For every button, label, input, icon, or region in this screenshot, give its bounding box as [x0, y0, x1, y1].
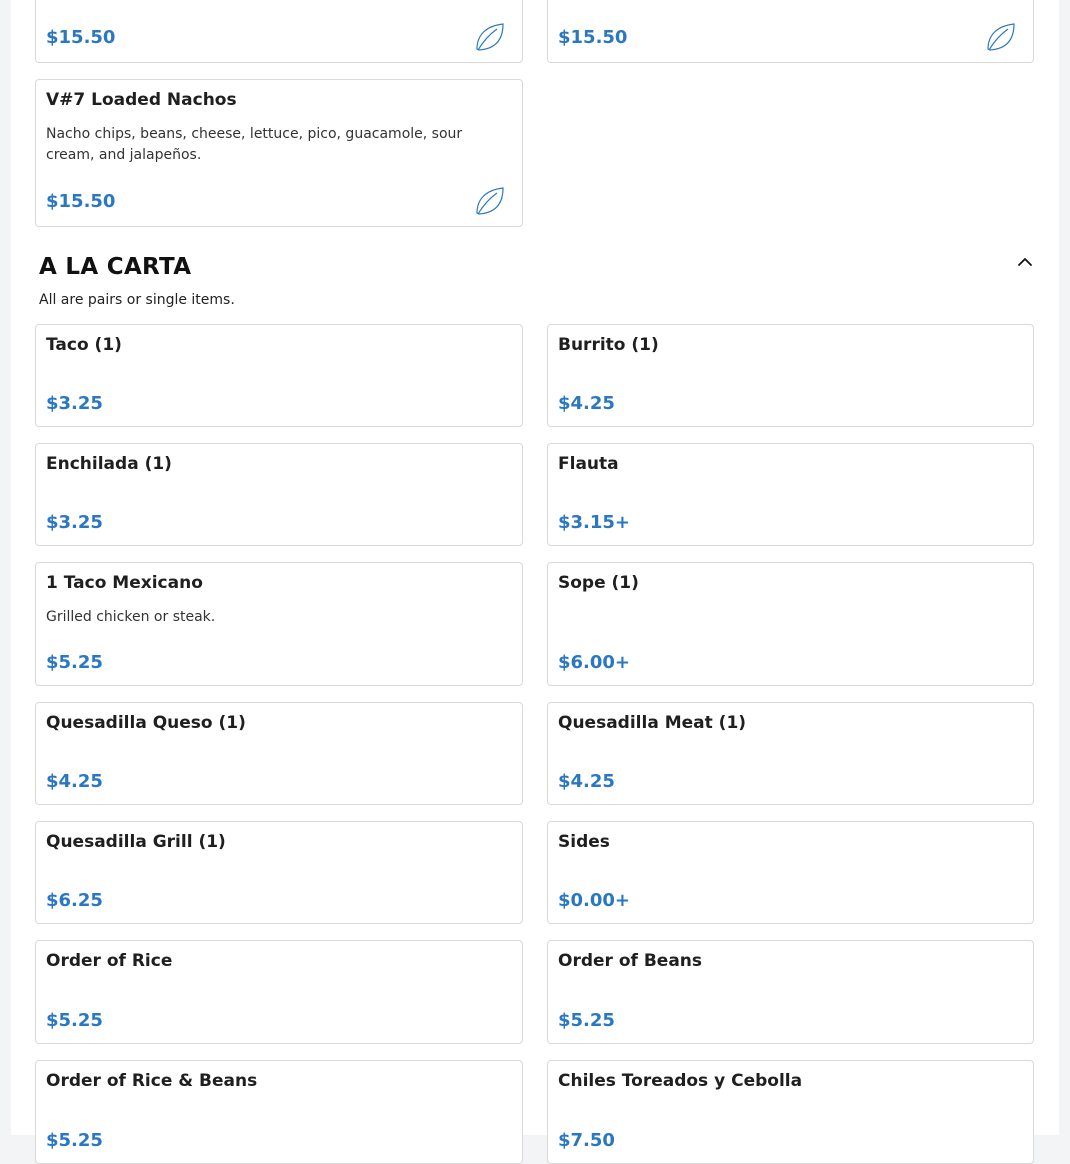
- item-price: $15.50: [46, 27, 116, 48]
- menu-item-card[interactable]: [547, 443, 1034, 546]
- menu-item-card[interactable]: [35, 1060, 523, 1164]
- leaf-icon: [474, 185, 506, 217]
- item-name: Order of Beans: [558, 951, 703, 971]
- menu-item-card[interactable]: [547, 940, 1034, 1044]
- item-price: $6.00+: [558, 652, 631, 673]
- menu-item-card[interactable]: [35, 443, 523, 546]
- menu-item-card[interactable]: [35, 940, 523, 1044]
- menu-item-card[interactable]: [35, 821, 523, 924]
- item-price: $4.25: [558, 393, 615, 414]
- item-price: $15.50: [46, 191, 116, 212]
- section-subtitle: All are pairs or single items.: [39, 292, 235, 308]
- menu-item-card[interactable]: [547, 1060, 1034, 1164]
- leaf-icon: [474, 21, 506, 53]
- menu-item-card[interactable]: [547, 562, 1034, 686]
- menu-item-card[interactable]: [547, 821, 1034, 924]
- item-description: Nacho chips, beans, cheese, lettuce, pico, guacamole, sour cream, and jalapeños.: [46, 126, 463, 163]
- item-name: Flauta: [558, 454, 619, 474]
- menu-item-card[interactable]: [35, 562, 523, 686]
- chevron-up-icon[interactable]: [1015, 252, 1035, 272]
- item-price: $3.25: [46, 393, 103, 414]
- item-price: $6.25: [46, 890, 103, 911]
- menu-item-card[interactable]: [35, 702, 523, 805]
- item-name: V#7 Loaded Nachos: [46, 90, 237, 110]
- item-description: Grilled chicken or steak.: [46, 609, 216, 625]
- menu-item-card[interactable]: [35, 324, 523, 427]
- leaf-icon: [985, 21, 1017, 53]
- item-price: $4.25: [46, 771, 103, 792]
- item-price: $4.25: [558, 771, 615, 792]
- item-price: $3.15+: [558, 512, 631, 533]
- menu-item-card[interactable]: [547, 0, 1034, 63]
- item-price: $5.25: [558, 1010, 615, 1031]
- section-title: A LA CARTA: [39, 254, 192, 280]
- item-price: $5.25: [46, 1130, 103, 1151]
- item-price: $3.25: [46, 512, 103, 533]
- item-name: Order of Rice: [46, 951, 173, 971]
- menu-item-card[interactable]: [35, 79, 523, 227]
- item-price: $5.25: [46, 1010, 103, 1031]
- item-name: Quesadilla Queso (1): [46, 713, 246, 733]
- item-price: $7.50: [558, 1130, 615, 1151]
- menu-item-card[interactable]: [35, 0, 523, 63]
- item-name: Chiles Toreados y Cebolla: [558, 1071, 803, 1091]
- item-name: Burrito (1): [558, 335, 659, 355]
- item-price: $0.00+: [558, 890, 631, 911]
- item-name: Quesadilla Meat (1): [558, 713, 747, 733]
- menu-page: [11, 0, 1059, 1151]
- item-name: Taco (1): [46, 335, 122, 355]
- item-name: 1 Taco Mexicano: [46, 573, 203, 593]
- menu-item-card[interactable]: [547, 324, 1034, 427]
- item-name: Order of Rice & Beans: [46, 1071, 258, 1091]
- item-name: Sope (1): [558, 573, 639, 593]
- item-name: Quesadilla Grill (1): [46, 832, 226, 852]
- menu-item-card[interactable]: [547, 702, 1034, 805]
- item-name: Enchilada (1): [46, 454, 172, 474]
- item-name: Sides: [558, 832, 610, 852]
- item-price: $5.25: [46, 652, 103, 673]
- item-price: $15.50: [558, 27, 628, 48]
